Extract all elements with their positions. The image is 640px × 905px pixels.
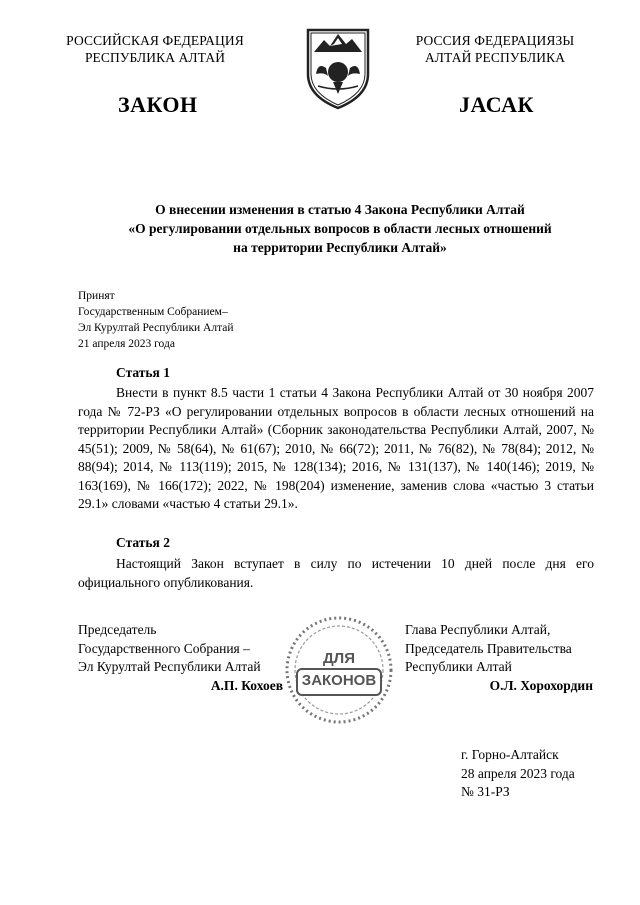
signature-right	[405, 621, 593, 695]
stamp-line-1: ДЛЯ	[323, 650, 355, 667]
signature-left-line-3: Эл Курултай Республики Алтай	[78, 659, 261, 674]
signature-left	[78, 621, 283, 695]
footer-city: г. Горно-Алтайск	[461, 747, 559, 762]
title-line-1: О внесении изменения в статью 4 Закона Республики Алтай	[155, 202, 525, 217]
article-1-heading: Статья 1	[116, 365, 170, 380]
header-left-line-2: РЕСПУБЛИКА АЛТАЙ	[84, 50, 226, 65]
article-2-heading: Статья 2	[116, 535, 170, 550]
footer-date: 28 апреля 2023 года	[461, 765, 575, 781]
header-right-line-2: АЛТАЙ РЕСПУБЛИКА	[424, 50, 566, 65]
header-right	[380, 32, 610, 66]
adoption-block	[78, 288, 234, 352]
adopted-line-3: Эл Курултай Республики Алтай	[78, 322, 234, 334]
header-right-line-1: РОССИЯ ФЕДЕРАЦИЯЗЫ	[415, 33, 575, 48]
article-2-text: Настоящий Закон вступает в силу по истечении 10 дней после дня его официального опубликования.	[78, 556, 594, 590]
signature-right-line-2: Председатель Правительства	[405, 640, 572, 656]
signature-left-line-2: Государственного Собрания –	[78, 640, 250, 656]
coat-of-arms-emblem	[300, 22, 376, 112]
article-1-text: Внести в пункт 8.5 части 1 статьи 4 Закона Республики Алтай от 30 ноября 2007 года № 72-РЗ «О регулировании отдельных вопросов в области лесных отношений на территории Республики Алтай» (Сборник законодательства Республики Алтай, 2007, № 45(51); 2009, № 58(64), № 61(67); 2010, № 66(72); 2011, № 76(82), № 78(84); 2012, № 88(94); 2014, № 113(119); 2015, № 128(134); 2016, № 131(137), № 140(146); 2019, № 163(169), № 166(172); 2022, № 198(204) изменение, заменив слова «частью 3 статьи 29.1» словами «частью 4 статьи 29.1».	[78, 385, 594, 511]
adopted-line-1: Принят	[78, 290, 115, 302]
signature-right-line-1: Глава Республики Алтай,	[405, 622, 551, 637]
signature-left-line-1: Председатель	[78, 622, 157, 637]
title-line-2: «О регулировании отдельных вопросов в области лесных отношений	[128, 221, 552, 236]
signature-left-name: А.П. Кохоев	[210, 677, 283, 693]
footer-number: № 31-РЗ	[461, 784, 510, 799]
adopted-line-2: Государственным Собранием–	[78, 306, 228, 318]
header-left-line-1: РОССИЙСКАЯ ФЕДЕРАЦИЯ	[66, 33, 244, 48]
stamp-ring-icon	[283, 614, 395, 726]
signature-right-line-3: Республики Алтай	[405, 659, 512, 674]
title-line-3: на территории Республики Алтай»	[233, 240, 447, 255]
header-left	[40, 32, 270, 66]
footer-block	[461, 746, 575, 802]
adopted-line-4: 21 апреля 2023 года	[78, 338, 175, 350]
law-title-altai: ЈАСАК	[459, 92, 534, 117]
law-title-russian: ЗАКОН	[118, 92, 198, 117]
stamp	[283, 614, 395, 726]
signature-right-name: О.Л. Хорохордин	[489, 677, 593, 693]
law-title	[70, 200, 610, 257]
stamp-line-2: ЗАКОНОВ	[301, 672, 377, 689]
